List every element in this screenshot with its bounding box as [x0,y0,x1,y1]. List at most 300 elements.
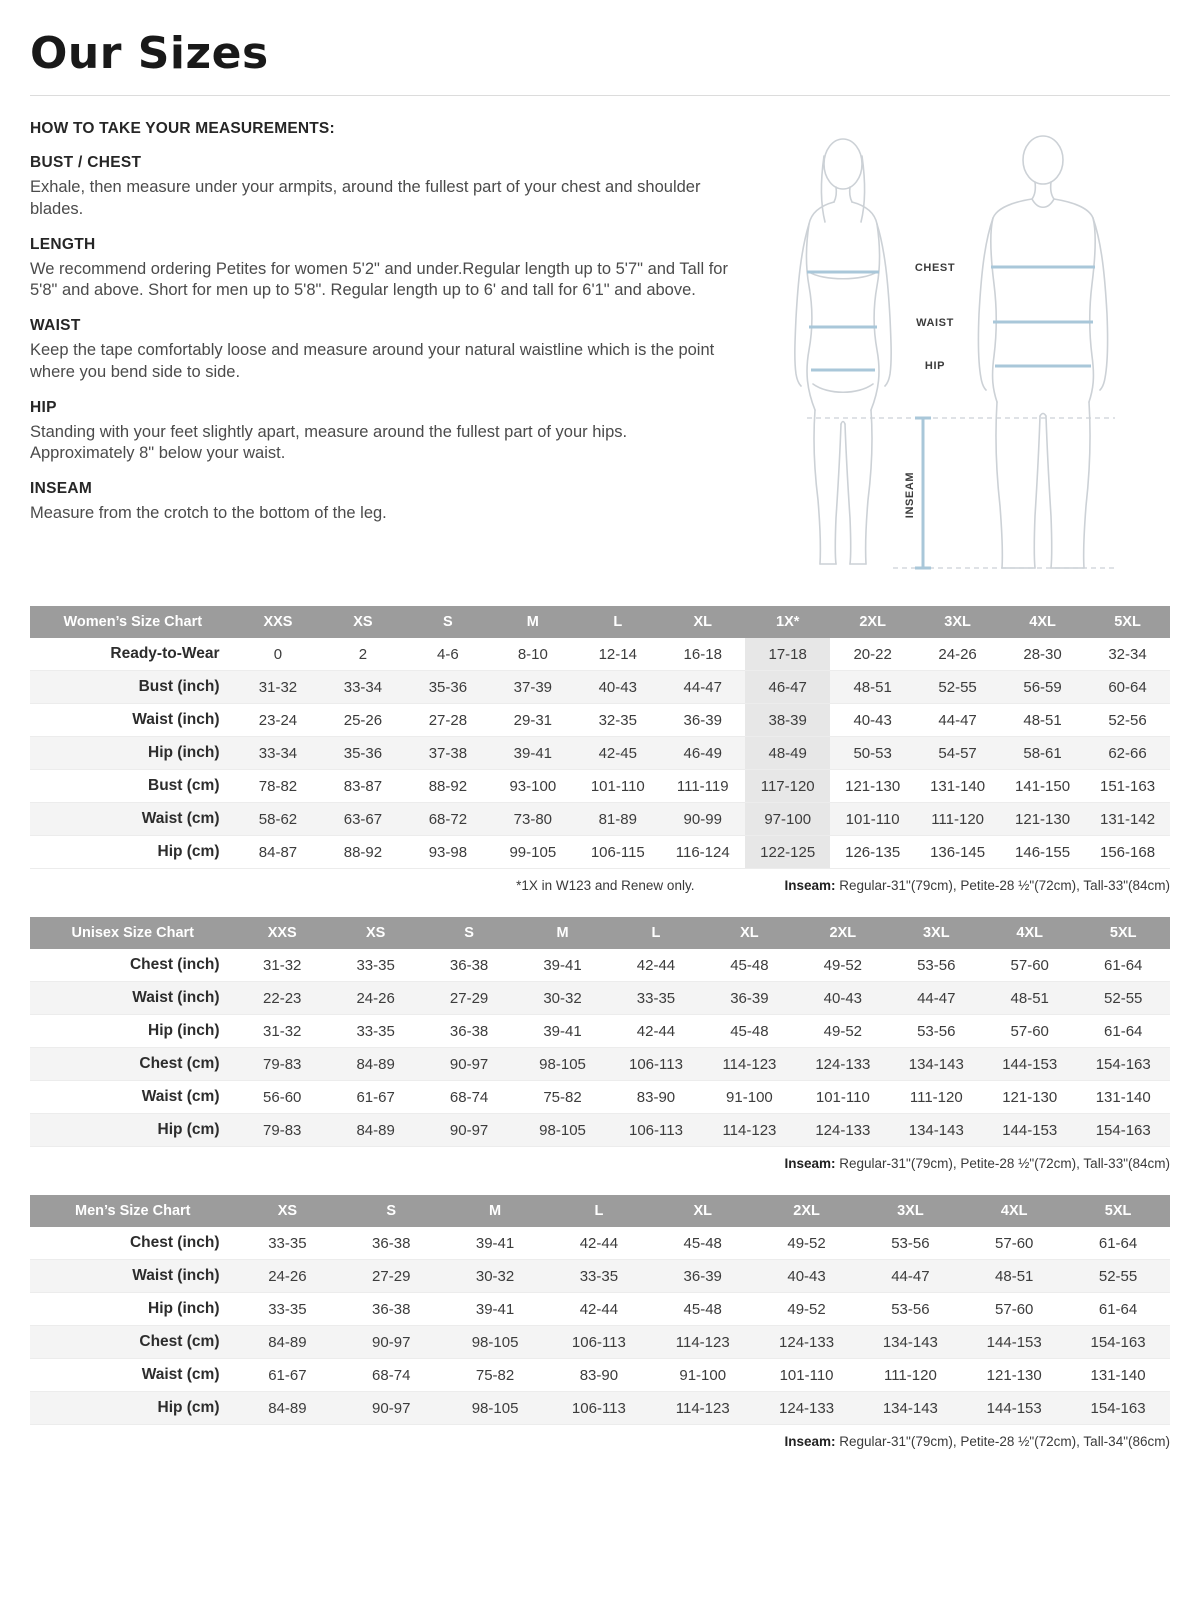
size-cell: 131-142 [1099,810,1156,828]
column-header: 3XL [858,1195,962,1227]
size-cell: 33-34 [258,744,298,762]
column-header: XS [329,917,422,949]
row-label: Waist (inch) [132,711,220,728]
inseam-note [784,1156,1170,1171]
size-cell: 57-60 [995,1300,1034,1318]
size-cell: 154-163 [1095,1121,1151,1139]
size-cell: 106-113 [571,1333,626,1351]
inseam-label: INSEAM [903,471,916,519]
size-cell: 54-57 [938,744,977,762]
row-label: Bust (cm) [148,777,220,794]
row-label: Chest (cm) [139,1055,220,1072]
size-cell: 42-44 [636,956,676,974]
column-header: 5XL [1066,1195,1170,1227]
size-cell: 22-23 [263,989,302,1007]
size-cell: 84-89 [268,1399,307,1417]
size-cell: 90-97 [449,1121,489,1139]
size-cell: 146-155 [1015,843,1071,861]
section-body: Standing with your feet slightly apart, measure around the fullest part of your hips. Approximately 8" below your waist. [30,422,628,463]
size-cell: 114-123 [675,1333,730,1351]
size-cell: 90-99 [683,810,722,828]
row-label: Waist (cm) [141,1366,220,1383]
size-cell: 8-10 [517,645,548,663]
size-cell: 84-87 [258,843,298,861]
title-divider [30,95,1170,96]
womens-size-chart [30,606,1170,869]
table-row [30,982,1170,1015]
column-header: 2XL [796,917,889,949]
hip-label: HIP [924,360,945,372]
row-label: Chest (inch) [129,1234,220,1251]
size-cell: 124-133 [815,1055,871,1073]
size-cell: 117-120 [745,770,830,803]
size-cell: 99-105 [509,843,557,861]
column-header: M [490,606,575,638]
size-cell: 57-60 [1010,956,1049,974]
inseam-note-text: Regular-31"(79cm), Petite-28 ½"(72cm), Tall-33"(84cm) [839,878,1170,893]
size-cell: 52-55 [1098,1267,1138,1285]
size-cell: 84-89 [356,1055,395,1073]
inseam-note-label: Inseam: [784,878,836,893]
male-figure-icon [978,136,1107,568]
table-row [30,949,1170,982]
size-cell: 126-135 [845,843,901,861]
size-cell: 106-113 [629,1121,683,1139]
size-cell: 134-143 [882,1333,938,1351]
waist-label: WAIST [915,317,954,329]
column-header: 5XL [1076,917,1170,949]
size-cell: 114-123 [675,1399,730,1417]
size-cell: 75-82 [543,1088,582,1106]
section-title: WAIST [30,317,81,335]
size-cell: 111-119 [676,777,729,795]
size-cell: 114-123 [722,1055,777,1073]
row-label: Ready-to-Wear [110,645,220,662]
size-cell: 121-130 [1015,810,1071,828]
size-cell: 61-64 [1104,956,1143,974]
unisex-chart-notes [30,1156,1170,1171]
size-cell: 154-163 [1095,1055,1151,1073]
size-cell: 36-39 [683,1267,722,1285]
column-header: 4XL [962,1195,1066,1227]
size-cell: 12-14 [598,645,637,663]
size-cell: 131-140 [930,777,986,795]
size-cell: 46-49 [683,744,722,762]
row-label: Bust (inch) [138,678,220,695]
table-row [30,1359,1170,1392]
size-cell: 0 [273,645,283,663]
size-cell: 88-92 [428,777,468,795]
size-cell: 93-98 [428,843,468,861]
size-cell: 44-47 [938,711,977,729]
column-header: L [575,606,660,638]
column-header: M [443,1195,547,1227]
mens-size-chart [30,1195,1170,1425]
size-cell: 83-90 [636,1088,676,1106]
size-cell: 154-163 [1090,1399,1146,1417]
size-cell: 58-61 [1023,744,1062,762]
size-cell: 97-100 [745,803,830,836]
size-cell: 44-47 [917,989,956,1007]
size-cell: 35-36 [428,678,468,696]
table-row [30,1392,1170,1425]
table-row [30,1048,1170,1081]
size-cell: 93-100 [509,777,557,795]
size-cell: 84-89 [356,1121,395,1139]
size-cell: 68-74 [449,1088,489,1106]
size-cell: 57-60 [995,1234,1034,1252]
column-header: S [405,606,490,638]
size-cell: 79-83 [263,1121,302,1139]
inseam-note-text: Regular-31"(79cm), Petite-28 ½"(72cm), Tall-34"(86cm) [839,1434,1170,1449]
size-cell: 111-120 [883,1366,937,1384]
size-cell: 35-36 [343,744,383,762]
size-cell: 45-48 [730,1022,769,1040]
size-cell: 40-43 [823,989,863,1007]
size-cell: 131-140 [1095,1088,1151,1106]
row-label: Hip (cm) [157,843,220,860]
size-cell: 53-56 [917,956,956,974]
inseam-note-text: Regular-31"(79cm), Petite-28 ½"(72cm), Tall-33"(84cm) [839,1156,1170,1171]
size-cell: 134-143 [908,1121,964,1139]
size-cell: 62-66 [1108,744,1147,762]
size-cell: 24-26 [268,1267,307,1285]
instruction-section-bust-chest [30,154,735,221]
size-cell: 121-130 [986,1366,1042,1384]
column-header: 5XL [1085,606,1170,638]
mens-chart-notes [30,1434,1170,1449]
size-cell: 40-43 [787,1267,826,1285]
size-cell: 32-35 [598,711,637,729]
size-cell: 39-41 [513,744,553,762]
inseam-note [784,878,1170,893]
size-cell: 20-22 [853,645,892,663]
size-cell: 40-43 [598,678,637,696]
body-measurement-figure-icon [743,122,1163,582]
header-row [30,917,1170,949]
size-cell: 61-67 [356,1088,395,1106]
table-row [30,770,1170,803]
instruction-section-inseam [30,480,735,525]
size-cell: 101-110 [845,810,900,828]
size-cell: 24-26 [938,645,977,663]
table-row [30,737,1170,770]
size-cell: 39-41 [475,1234,515,1252]
size-cell: 98-105 [539,1055,586,1073]
page-title: Our Sizes [30,28,269,79]
size-cell: 49-52 [787,1300,826,1318]
row-label: Hip (cm) [157,1399,220,1416]
size-cell: 75-82 [475,1366,515,1384]
size-cell: 30-32 [475,1267,515,1285]
size-cell: 25-26 [343,711,383,729]
size-cell: 48-51 [1023,711,1062,729]
size-cell: 39-41 [475,1300,515,1318]
table-row [30,836,1170,869]
size-cell: 39-41 [543,1022,582,1040]
size-cell: 36-38 [449,1022,489,1040]
size-cell: 48-51 [853,678,892,696]
column-header: XL [651,1195,755,1227]
size-cell: 44-47 [891,1267,930,1285]
size-cell: 61-64 [1098,1234,1138,1252]
row-label: Hip (cm) [157,1121,220,1138]
size-cell: 46-47 [745,671,830,704]
chest-label: CHEST [914,262,955,274]
size-cell: 73-80 [513,810,553,828]
column-header: XS [320,606,405,638]
size-cell: 57-60 [1010,1022,1049,1040]
size-cell: 114-123 [722,1121,777,1139]
size-cell: 36-38 [372,1234,411,1252]
section-body: Measure from the crotch to the bottom of the leg. [30,504,387,523]
size-cell: 101-110 [815,1088,870,1106]
header-row [30,606,1170,638]
table-row [30,1260,1170,1293]
size-cell: 63-67 [343,810,383,828]
size-cell: 61-64 [1098,1300,1138,1318]
size-cell: 48-51 [995,1267,1034,1285]
size-cell: 56-60 [263,1088,302,1106]
column-header: L [547,1195,651,1227]
instructions-heading: HOW TO TAKE YOUR MEASUREMENTS: [30,120,335,137]
size-cell: 79-83 [263,1055,302,1073]
size-cell: 45-48 [683,1300,722,1318]
table-row [30,704,1170,737]
size-cell: 121-130 [1002,1088,1058,1106]
size-cell: 58-62 [258,810,298,828]
size-cell: 98-105 [471,1399,519,1417]
size-cell: 60-64 [1108,678,1147,696]
size-cell: 16-18 [683,645,722,663]
size-cell: 101-110 [779,1366,834,1384]
size-cell: 53-56 [891,1234,930,1252]
chart-title: Women’s Size Chart [30,606,236,638]
size-cell: 156-168 [1099,843,1156,861]
inseam-note [784,1434,1170,1449]
column-header: XL [660,606,745,638]
size-cell: 131-140 [1090,1366,1146,1384]
size-cell: 90-97 [372,1399,411,1417]
size-cell: 32-34 [1108,645,1147,663]
column-header: 2XL [830,606,915,638]
size-cell: 134-143 [908,1055,964,1073]
size-cell: 52-55 [1104,989,1143,1007]
row-label: Hip (inch) [148,1300,220,1317]
chart-title: Men’s Size Chart [30,1195,236,1227]
size-cell: 36-38 [372,1300,411,1318]
row-label: Hip (inch) [148,744,220,761]
size-cell: 39-41 [543,956,582,974]
size-cell: 33-35 [636,989,676,1007]
table-row [30,1227,1170,1260]
size-cell: 33-35 [356,956,395,974]
guide-lines-icon [807,418,1115,568]
inseam-note-label: Inseam: [784,1434,836,1449]
table-row [30,671,1170,704]
column-header: 4XL [983,917,1076,949]
size-cell: 111-120 [931,810,985,828]
chart-title: Unisex Size Chart [30,917,236,949]
size-cell: 50-53 [853,744,892,762]
size-cell: 27-28 [428,711,468,729]
size-cell: 29-31 [513,711,553,729]
table-row [30,1081,1170,1114]
size-cell: 38-39 [745,704,830,737]
size-cell: 68-72 [428,810,468,828]
instruction-section-waist [30,317,735,384]
size-cell: 121-130 [845,777,901,795]
column-header: M [516,917,609,949]
size-cell: 36-38 [449,956,489,974]
measurement-diagram [735,120,1170,582]
column-header: XS [236,1195,340,1227]
size-cell: 151-163 [1099,777,1156,795]
row-label: Waist (cm) [141,810,220,827]
size-cell: 28-30 [1023,645,1062,663]
size-cell: 154-163 [1090,1333,1146,1351]
womens-chart-notes [30,878,1170,893]
size-cell: 98-105 [539,1121,586,1139]
size-cell: 33-35 [356,1022,395,1040]
size-cell: 106-113 [629,1055,683,1073]
section-title: HIP [30,398,57,416]
size-cell: 83-90 [579,1366,619,1384]
size-cell: 141-150 [1015,777,1071,795]
size-cell: 144-153 [1002,1121,1058,1139]
size-cell: 68-74 [372,1366,411,1384]
footnote-1x: *1X in W123 and Renew only. [516,878,695,893]
column-header: 3XL [915,606,1000,638]
size-cell: 124-133 [779,1333,835,1351]
column-header: L [609,917,702,949]
size-cell: 106-115 [590,843,645,861]
size-cell: 33-35 [268,1234,307,1252]
size-cell: 61-64 [1104,1022,1143,1040]
size-cell: 33-35 [268,1300,307,1318]
row-label: Hip (inch) [148,1022,220,1039]
table-row [30,638,1170,671]
table-row [30,803,1170,836]
size-cell: 42-44 [579,1234,619,1252]
size-cell: 61-67 [268,1366,307,1384]
size-cell: 53-56 [917,1022,956,1040]
size-cell: 36-39 [683,711,722,729]
size-cell: 31-32 [263,956,302,974]
size-cell: 98-105 [471,1333,519,1351]
measurement-instructions [30,120,735,540]
size-cell: 56-59 [1023,678,1062,696]
instruction-section-length [30,236,735,303]
size-cell: 81-89 [598,810,637,828]
size-cell: 48-49 [745,737,830,770]
table-row [30,1114,1170,1147]
size-cell: 91-100 [679,1366,727,1384]
size-cell: 49-52 [823,1022,863,1040]
section-body: We recommend ordering Petites for women 5'2" and under.Regular length up to 5'7" and Tall for 5'8" and above. Short for men up to 5'8". Regular length up to 6' and tall for 6'1" and above. [30,259,728,300]
row-label: Chest (cm) [139,1333,220,1350]
size-cell: 124-133 [815,1121,871,1139]
size-cell: 144-153 [986,1333,1042,1351]
size-cell: 48-51 [1010,989,1049,1007]
size-cell: 42-45 [598,744,637,762]
column-header: S [339,1195,443,1227]
row-label: Waist (inch) [132,1267,220,1284]
section-title: BUST / CHEST [30,154,142,171]
table-row [30,1326,1170,1359]
row-label: Waist (cm) [141,1088,220,1105]
size-cell: 44-47 [683,678,722,696]
size-cell: 52-56 [1108,711,1147,729]
column-header: 2XL [755,1195,859,1227]
size-cell: 136-145 [930,843,986,861]
size-cell: 37-38 [428,744,468,762]
size-cell: 78-82 [258,777,298,795]
inseam-note-label: Inseam: [784,1156,836,1171]
size-cell: 144-153 [1002,1055,1058,1073]
size-cell: 30-32 [543,989,582,1007]
size-cell: 90-97 [372,1333,411,1351]
size-cell: 33-34 [343,678,383,696]
size-cell: 42-44 [579,1300,619,1318]
size-cell: 27-29 [449,989,489,1007]
size-cell: 49-52 [823,956,863,974]
size-cell: 116-124 [675,843,730,861]
size-cell: 37-39 [513,678,553,696]
column-header: XL [703,917,796,949]
size-cell: 106-113 [571,1399,626,1417]
size-cell: 122-125 [745,836,830,869]
size-cell: 45-48 [683,1234,722,1252]
row-label: Chest (inch) [129,956,220,973]
size-cell: 91-100 [726,1088,773,1106]
size-cell: 124-133 [779,1399,835,1417]
size-cell: 27-29 [372,1267,411,1285]
section-body: Exhale, then measure under your armpits, around the fullest part of your chest and shoulder blades. [30,178,701,218]
female-figure-icon [794,139,890,564]
size-cell: 111-120 [909,1088,963,1106]
size-cell: 36-39 [730,989,769,1007]
size-cell: 90-97 [449,1055,489,1073]
size-cell: 17-18 [745,638,830,671]
size-cell: 134-143 [882,1399,938,1417]
size-cell: 83-87 [343,777,383,795]
size-cell: 31-32 [263,1022,302,1040]
size-cell: 42-44 [636,1022,676,1040]
instruction-section-hip [30,399,735,466]
row-label: Waist (inch) [132,989,220,1006]
column-header: S [422,917,515,949]
table-row [30,1015,1170,1048]
column-header: 4XL [1000,606,1085,638]
section-title: LENGTH [30,235,96,253]
column-header: XXS [236,917,329,949]
size-cell: 49-52 [787,1234,826,1252]
size-cell: 23-24 [258,711,298,729]
size-cell: 144-153 [986,1399,1042,1417]
size-cell: 40-43 [853,711,892,729]
size-cell: 84-89 [268,1333,307,1351]
size-cell: 2 [358,645,368,663]
size-cell: 31-32 [258,678,298,696]
size-cell: 33-35 [579,1267,619,1285]
header-row [30,1195,1170,1227]
column-header: 3XL [890,917,983,949]
size-cell: 88-92 [343,843,383,861]
size-cell: 45-48 [730,956,769,974]
section-title: INSEAM [30,480,93,498]
column-header: XXS [236,606,321,638]
